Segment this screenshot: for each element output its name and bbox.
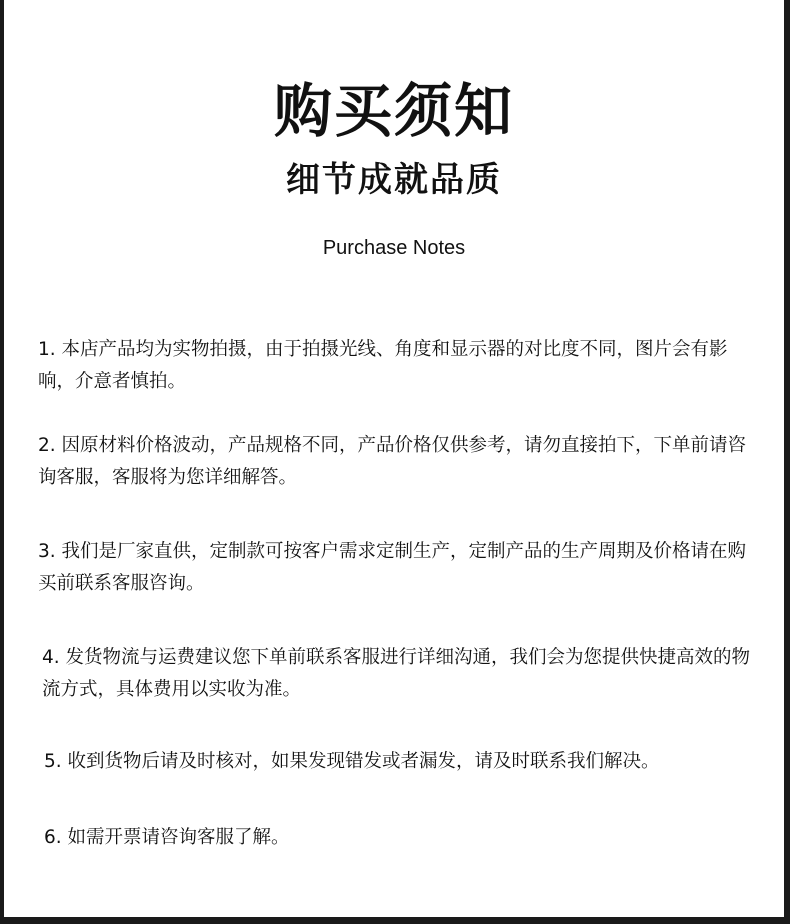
note-item-4: 4. 发货物流与运费建议您下单前联系客服进行详细沟通，我们会为您提供快捷高效的物流方式，具体费用以实收为准。 [42, 647, 751, 700]
english-title: Purchase Notes [322, 237, 466, 259]
note-item-6: 6. 如需开票请咨询客服了解。 [44, 827, 290, 848]
page-subtitle: 细节成就品质 [286, 160, 502, 200]
note-item-5: 5. 收到货物后请及时核对，如果发现错发或者漏发，请及时联系我们解决。 [44, 751, 660, 772]
note-item-1: 1. 本店产品均为实物拍摄，由于拍摄光线、角度和显示器的对比度不同，图片会有影响，介意者慎拍。 [38, 339, 728, 392]
purchase-notes-page [4, 0, 784, 917]
note-item-2: 2. 因原材料价格波动，产品规格不同，产品价格仅供参考，请勿直接拍下，下单前请咨询客服，客服将为您详细解答。 [38, 435, 747, 488]
note-item-3: 3. 我们是厂家直供，定制款可按客户需求定制生产，定制产品的生产周期及价格请在购买前联系客服咨询。 [38, 541, 747, 594]
page-title: 购买须知 [273, 77, 514, 145]
